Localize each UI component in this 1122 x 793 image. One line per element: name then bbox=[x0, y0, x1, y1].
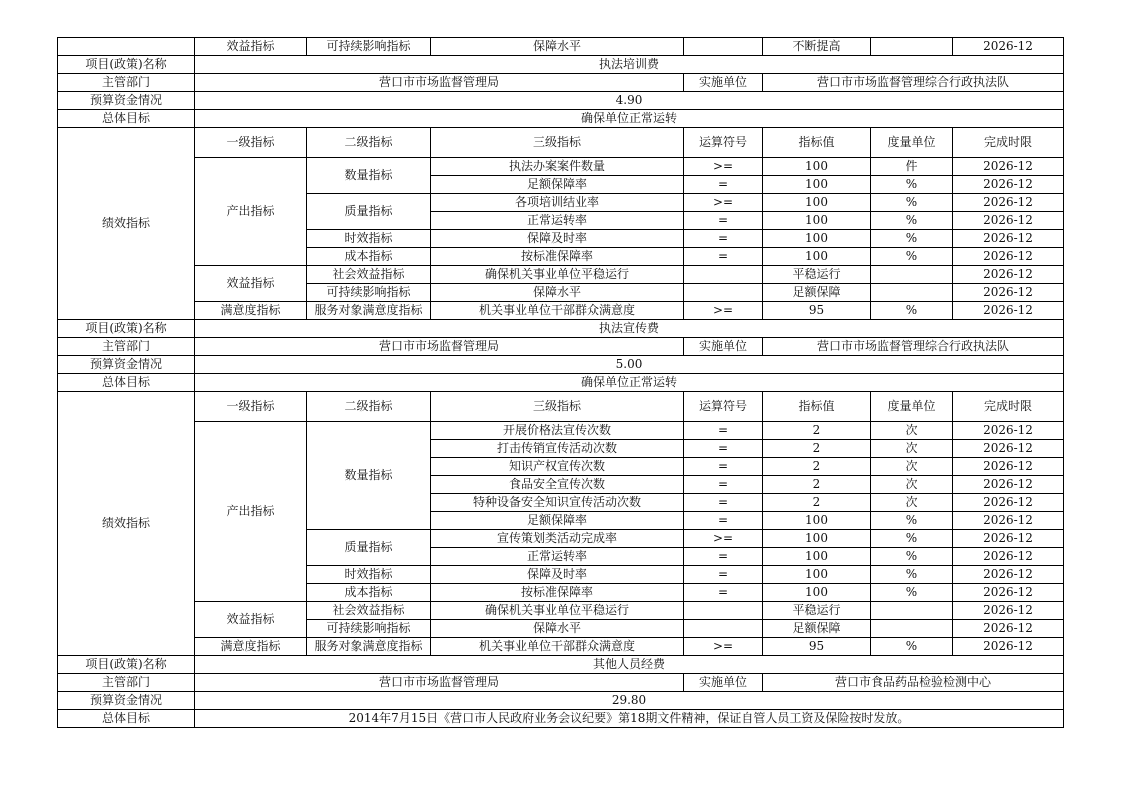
goal-row bbox=[58, 374, 1064, 392]
cell-symbol: = bbox=[684, 512, 763, 530]
cell-level1: 产出指标 bbox=[195, 158, 307, 266]
label-impl-unit: 实施单位 bbox=[684, 674, 763, 692]
header-level2: 二级指标 bbox=[307, 392, 431, 422]
project-name-row bbox=[58, 656, 1064, 674]
cell-level3: 宣传策划类活动完成率 bbox=[431, 530, 684, 548]
cell-level2: 质量指标 bbox=[307, 530, 431, 566]
cell-value: 2 bbox=[763, 440, 871, 458]
cell-level2: 服务对象满意度指标 bbox=[307, 638, 431, 656]
cell-level1: 效益指标 bbox=[195, 602, 307, 638]
cell-level2: 社会效益指标 bbox=[307, 266, 431, 284]
cell-symbol: = bbox=[684, 458, 763, 476]
cell-level3: 保障及时率 bbox=[431, 230, 684, 248]
dept-name: 营口市市场监督管理局 bbox=[195, 74, 684, 92]
cell-level2: 可持续影响指标 bbox=[307, 620, 431, 638]
cell-deadline: 2026-12 bbox=[953, 158, 1064, 176]
cell-value: 100 bbox=[763, 584, 871, 602]
cell-value: 95 bbox=[763, 302, 871, 320]
cell-symbol: = bbox=[684, 422, 763, 440]
cell-unit: % bbox=[871, 584, 953, 602]
cell-unit: % bbox=[871, 248, 953, 266]
cell-unit: % bbox=[871, 230, 953, 248]
cell-blank bbox=[58, 38, 195, 56]
cell-deadline: 2026-12 bbox=[953, 248, 1064, 266]
budget-row bbox=[58, 356, 1064, 374]
cell-unit: % bbox=[871, 512, 953, 530]
cell-level2: 数量指标 bbox=[307, 422, 431, 530]
cell-level2: 可持续影响指标 bbox=[307, 284, 431, 302]
cell-level2: 时效指标 bbox=[307, 230, 431, 248]
header-op-symbol: 运算符号 bbox=[684, 128, 763, 158]
cell-value: 100 bbox=[763, 248, 871, 266]
budget-row bbox=[58, 692, 1064, 710]
cell-deadline: 2026-12 bbox=[953, 38, 1064, 56]
overall-goal-text: 2014年7月15日《营口市人民政府业务会议纪要》第18期文件精神，保证自管人员工资及保险按时发放。 bbox=[195, 710, 1064, 728]
cell-symbol: >= bbox=[684, 302, 763, 320]
cell-level3: 特种设备安全知识宣传活动次数 bbox=[431, 494, 684, 512]
cell-symbol: >= bbox=[684, 194, 763, 212]
cell-symbol: >= bbox=[684, 158, 763, 176]
label-impl-unit: 实施单位 bbox=[684, 338, 763, 356]
cell-value: 2 bbox=[763, 476, 871, 494]
header-level1: 一级指标 bbox=[195, 392, 307, 422]
cell-value: 100 bbox=[763, 230, 871, 248]
dept-name: 营口市市场监督管理局 bbox=[195, 674, 684, 692]
cell-unit bbox=[871, 284, 953, 302]
label-perf-indicators: 绩效指标 bbox=[58, 392, 195, 656]
overall-goal-text: 确保单位正常运转 bbox=[195, 110, 1064, 128]
cell-deadline: 2026-12 bbox=[953, 602, 1064, 620]
cell-value: 平稳运行 bbox=[763, 602, 871, 620]
cell-level3: 保障水平 bbox=[431, 38, 684, 56]
table-row bbox=[58, 422, 1064, 440]
cell-symbol: >= bbox=[684, 530, 763, 548]
dept-name: 营口市市场监督管理局 bbox=[195, 338, 684, 356]
cell-level1: 产出指标 bbox=[195, 422, 307, 602]
cell-level3: 确保机关事业单位平稳运行 bbox=[431, 602, 684, 620]
budget-value: 29.80 bbox=[195, 692, 1064, 710]
cell-unit: % bbox=[871, 302, 953, 320]
cell-symbol: = bbox=[684, 494, 763, 512]
label-dept: 主管部门 bbox=[58, 338, 195, 356]
cell-value: 100 bbox=[763, 512, 871, 530]
cell-unit bbox=[871, 620, 953, 638]
header-level3: 三级指标 bbox=[431, 128, 684, 158]
cell-level3: 足额保障率 bbox=[431, 512, 684, 530]
label-perf-indicators: 绩效指标 bbox=[58, 128, 195, 320]
cell-unit: % bbox=[871, 638, 953, 656]
cell-unit: 次 bbox=[871, 440, 953, 458]
cell-level3: 确保机关事业单位平稳运行 bbox=[431, 266, 684, 284]
cell-unit bbox=[871, 38, 953, 56]
cell-value: 100 bbox=[763, 212, 871, 230]
cell-level3: 知识产权宣传次数 bbox=[431, 458, 684, 476]
table-row bbox=[58, 602, 1064, 620]
overall-goal-text: 确保单位正常运转 bbox=[195, 374, 1064, 392]
cell-level2: 服务对象满意度指标 bbox=[307, 302, 431, 320]
cell-unit bbox=[871, 602, 953, 620]
cell-value: 100 bbox=[763, 566, 871, 584]
cell-symbol: = bbox=[684, 476, 763, 494]
table-row bbox=[58, 302, 1064, 320]
cell-level2: 时效指标 bbox=[307, 566, 431, 584]
cell-unit: % bbox=[871, 530, 953, 548]
cell-level3: 执法办案案件数量 bbox=[431, 158, 684, 176]
cell-value: 足额保障 bbox=[763, 284, 871, 302]
cell-deadline: 2026-12 bbox=[953, 422, 1064, 440]
cell-value: 足额保障 bbox=[763, 620, 871, 638]
impl-unit-name: 营口市市场监督管理综合行政执法队 bbox=[763, 338, 1064, 356]
cell-symbol bbox=[684, 620, 763, 638]
project-name-row bbox=[58, 56, 1064, 74]
cell-unit: 次 bbox=[871, 458, 953, 476]
header-level2: 二级指标 bbox=[307, 128, 431, 158]
cell-value: 100 bbox=[763, 158, 871, 176]
cell-level3: 各项培训结业率 bbox=[431, 194, 684, 212]
cell-symbol bbox=[684, 602, 763, 620]
cell-deadline: 2026-12 bbox=[953, 548, 1064, 566]
cell-deadline: 2026-12 bbox=[953, 284, 1064, 302]
cell-deadline: 2026-12 bbox=[953, 266, 1064, 284]
cell-symbol: = bbox=[684, 584, 763, 602]
cell-deadline: 2026-12 bbox=[953, 494, 1064, 512]
cell-deadline: 2026-12 bbox=[953, 566, 1064, 584]
cell-unit: % bbox=[871, 176, 953, 194]
cell-unit: 件 bbox=[871, 158, 953, 176]
cell-level1-cut: 效益指标 bbox=[195, 38, 307, 56]
cell-deadline: 2026-12 bbox=[953, 512, 1064, 530]
cell-deadline: 2026-12 bbox=[953, 476, 1064, 494]
label-budget: 预算资金情况 bbox=[58, 92, 195, 110]
dept-row bbox=[58, 74, 1064, 92]
cell-unit: 次 bbox=[871, 476, 953, 494]
cell-level1: 效益指标 bbox=[195, 266, 307, 302]
cell-level3: 正常运转率 bbox=[431, 212, 684, 230]
cell-level3: 开展价格法宣传次数 bbox=[431, 422, 684, 440]
performance-table-sheet bbox=[57, 37, 1063, 728]
cell-deadline: 2026-12 bbox=[953, 530, 1064, 548]
cell-level2: 可持续影响指标 bbox=[307, 38, 431, 56]
cell-deadline: 2026-12 bbox=[953, 638, 1064, 656]
header-target-value: 指标值 bbox=[763, 392, 871, 422]
project-name: 其他人员经费 bbox=[195, 656, 1064, 674]
label-overall-goal: 总体目标 bbox=[58, 710, 195, 728]
project-name: 执法宣传费 bbox=[195, 320, 1064, 338]
cell-deadline: 2026-12 bbox=[953, 440, 1064, 458]
label-overall-goal: 总体目标 bbox=[58, 110, 195, 128]
cell-level3: 打击传销宣传活动次数 bbox=[431, 440, 684, 458]
label-overall-goal: 总体目标 bbox=[58, 374, 195, 392]
performance-table bbox=[57, 37, 1064, 728]
cell-level1: 满意度指标 bbox=[195, 638, 307, 656]
dept-row bbox=[58, 674, 1064, 692]
cell-value: 100 bbox=[763, 530, 871, 548]
cell-level3: 食品安全宣传次数 bbox=[431, 476, 684, 494]
goal-row bbox=[58, 110, 1064, 128]
cell-deadline: 2026-12 bbox=[953, 230, 1064, 248]
cell-value: 100 bbox=[763, 548, 871, 566]
table-row-partial bbox=[58, 38, 1064, 56]
cell-level3: 保障水平 bbox=[431, 284, 684, 302]
cell-level2: 社会效益指标 bbox=[307, 602, 431, 620]
cell-level3: 机关事业单位干部群众满意度 bbox=[431, 302, 684, 320]
dept-row bbox=[58, 338, 1064, 356]
header-level1: 一级指标 bbox=[195, 128, 307, 158]
goal-row bbox=[58, 710, 1064, 728]
budget-value: 5.00 bbox=[195, 356, 1064, 374]
cell-level3: 保障水平 bbox=[431, 620, 684, 638]
cell-value: 不断提高 bbox=[763, 38, 871, 56]
label-project-name: 项目(政策)名称 bbox=[58, 56, 195, 74]
cell-deadline: 2026-12 bbox=[953, 212, 1064, 230]
cell-deadline: 2026-12 bbox=[953, 620, 1064, 638]
cell-deadline: 2026-12 bbox=[953, 584, 1064, 602]
cell-symbol: >= bbox=[684, 638, 763, 656]
label-project-name: 项目(政策)名称 bbox=[58, 320, 195, 338]
label-dept: 主管部门 bbox=[58, 74, 195, 92]
label-dept: 主管部门 bbox=[58, 674, 195, 692]
header-deadline: 完成时限 bbox=[953, 128, 1064, 158]
cell-level2: 成本指标 bbox=[307, 248, 431, 266]
cell-unit: 次 bbox=[871, 494, 953, 512]
cell-unit: % bbox=[871, 194, 953, 212]
header-target-value: 指标值 bbox=[763, 128, 871, 158]
cell-value: 2 bbox=[763, 458, 871, 476]
cell-symbol: = bbox=[684, 248, 763, 266]
cell-symbol: = bbox=[684, 176, 763, 194]
cell-symbol: = bbox=[684, 440, 763, 458]
label-impl-unit: 实施单位 bbox=[684, 74, 763, 92]
budget-row bbox=[58, 92, 1064, 110]
impl-unit-name: 营口市市场监督管理综合行政执法队 bbox=[763, 74, 1064, 92]
cell-level2: 数量指标 bbox=[307, 158, 431, 194]
header-unit: 度量单位 bbox=[871, 128, 953, 158]
table-row bbox=[58, 266, 1064, 284]
cell-symbol bbox=[684, 284, 763, 302]
cell-symbol bbox=[684, 38, 763, 56]
cell-deadline: 2026-12 bbox=[953, 194, 1064, 212]
project-name: 执法培训费 bbox=[195, 56, 1064, 74]
cell-unit: % bbox=[871, 212, 953, 230]
indicator-header-row bbox=[58, 128, 1064, 158]
label-project-name: 项目(政策)名称 bbox=[58, 656, 195, 674]
table-row bbox=[58, 158, 1064, 176]
cell-level3: 正常运转率 bbox=[431, 548, 684, 566]
cell-symbol bbox=[684, 266, 763, 284]
cell-level3: 足额保障率 bbox=[431, 176, 684, 194]
cell-value: 2 bbox=[763, 422, 871, 440]
cell-level3: 按标准保障率 bbox=[431, 248, 684, 266]
cell-unit: 次 bbox=[871, 422, 953, 440]
header-unit: 度量单位 bbox=[871, 392, 953, 422]
cell-symbol: = bbox=[684, 548, 763, 566]
label-budget: 预算资金情况 bbox=[58, 692, 195, 710]
cell-unit bbox=[871, 266, 953, 284]
cell-value: 平稳运行 bbox=[763, 266, 871, 284]
header-op-symbol: 运算符号 bbox=[684, 392, 763, 422]
label-budget: 预算资金情况 bbox=[58, 356, 195, 374]
cell-symbol: = bbox=[684, 212, 763, 230]
cell-level2: 质量指标 bbox=[307, 194, 431, 230]
cell-value: 100 bbox=[763, 176, 871, 194]
cell-value: 2 bbox=[763, 494, 871, 512]
budget-value: 4.90 bbox=[195, 92, 1064, 110]
cell-deadline: 2026-12 bbox=[953, 302, 1064, 320]
cell-level1: 满意度指标 bbox=[195, 302, 307, 320]
cell-level3: 机关事业单位干部群众满意度 bbox=[431, 638, 684, 656]
cell-deadline: 2026-12 bbox=[953, 176, 1064, 194]
header-deadline: 完成时限 bbox=[953, 392, 1064, 422]
cell-symbol: = bbox=[684, 566, 763, 584]
cell-level3: 保障及时率 bbox=[431, 566, 684, 584]
cell-deadline: 2026-12 bbox=[953, 458, 1064, 476]
cell-symbol: = bbox=[684, 230, 763, 248]
header-level3: 三级指标 bbox=[431, 392, 684, 422]
project-name-row bbox=[58, 320, 1064, 338]
cell-value: 100 bbox=[763, 194, 871, 212]
cell-level2: 成本指标 bbox=[307, 584, 431, 602]
impl-unit-name: 营口市食品药品检验检测中心 bbox=[763, 674, 1064, 692]
cell-value: 95 bbox=[763, 638, 871, 656]
cell-unit: % bbox=[871, 566, 953, 584]
cell-unit: % bbox=[871, 548, 953, 566]
table-row bbox=[58, 638, 1064, 656]
cell-level3: 按标准保障率 bbox=[431, 584, 684, 602]
indicator-header-row bbox=[58, 392, 1064, 422]
